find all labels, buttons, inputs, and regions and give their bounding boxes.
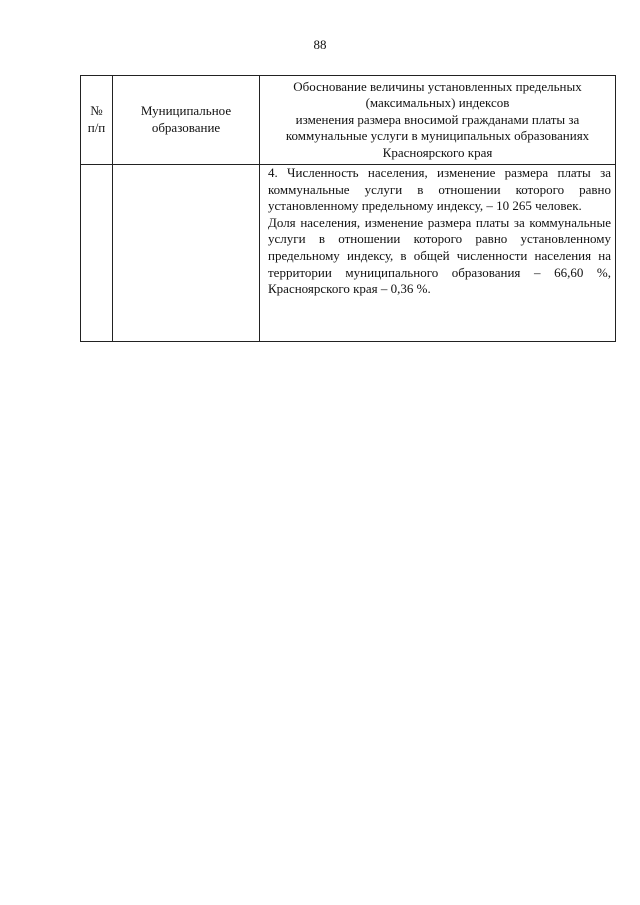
table-row [81, 165, 616, 342]
row-municipality-cell [113, 165, 260, 342]
header-number [81, 76, 113, 165]
header-justification-line1: Обоснование величины установленных предельных (максимальных) индексов [293, 78, 582, 111]
page-number: 88 [313, 37, 327, 52]
header-justification-line2: изменения размера вносимой гражданами платы за коммунальные услуги в муниципальных образованиях Красноярского края [285, 111, 590, 160]
header-municipality-label: Муниципальное образование [140, 103, 232, 135]
row-justification-cell [260, 165, 616, 342]
header-municipality [113, 76, 260, 165]
population-share-paragraph: Доля населения, изменение размера платы за коммунальные услуги в отношении которого равно установленному предельному индексу, в общей численности населения на территории муниципального образования – 66,60 %, Красноярского края – 0,36 %. [268, 214, 611, 297]
header-justification [260, 76, 616, 165]
tariff-index-table [80, 75, 616, 342]
header-number-label: № п/п [87, 103, 106, 135]
row-number-cell [81, 165, 113, 342]
population-count-paragraph: 4. Численность населения, изменение размера платы за коммунальные услуги в отношении которого равно установленному предельному индексу, – 10 265 человек. [268, 165, 611, 214]
table-header-row [81, 76, 616, 165]
